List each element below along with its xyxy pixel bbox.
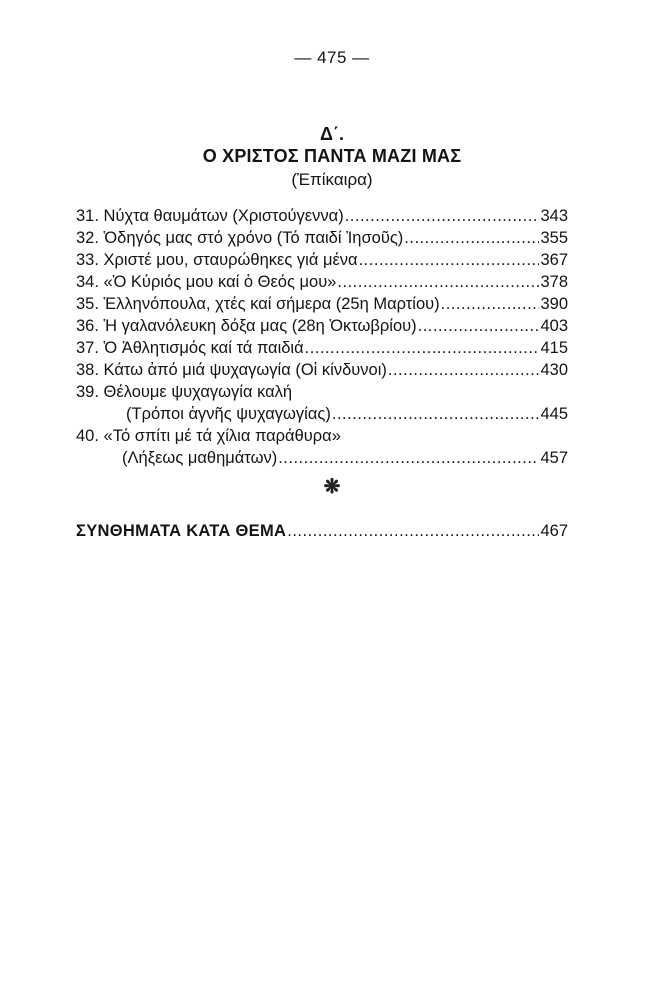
toc-entry-title: Ὁδηγός μας στό χρόνο (Τό παιδί Ἰησοῦς) <box>103 229 404 247</box>
dot-leader <box>305 337 540 359</box>
toc-entry-page: 430 <box>540 361 568 379</box>
toc-entry-title: Νύχτα θαυμάτων (Χριστούγεννα) <box>103 207 344 225</box>
dot-leader <box>337 271 539 293</box>
toc-entry-page: 415 <box>540 339 568 357</box>
toc-entry-page: 403 <box>540 317 568 335</box>
section-letter: Δ΄. <box>320 124 344 144</box>
toc-entry-page: 390 <box>540 295 568 313</box>
toc-entry-number: 34. <box>76 273 99 291</box>
toc-entry-31 <box>76 205 568 227</box>
toc-entry-title: Χριστέ μου, σταυρώθηκες γιά μένα <box>103 251 358 269</box>
toc-entry-number: 35. <box>76 295 99 313</box>
toc-entry-38 <box>76 359 568 381</box>
toc-entry-page: 367 <box>540 251 568 269</box>
toc-entry-title: ΣΥΝΘΗΜΑΤΑ ΚΑΤΑ ΘΕΜΑ <box>76 522 287 540</box>
dot-leader <box>287 520 539 542</box>
toc-entry-number: 40. <box>76 427 99 445</box>
toc-entry-subtitle: (Λήξεως μαθημάτων) <box>122 449 278 467</box>
dot-leader <box>388 359 540 381</box>
toc-entry-title: Ἡ γαλανόλευκη δόξα μας (28η Ὀκτωβρίου) <box>103 317 417 335</box>
dot-leader <box>418 315 540 337</box>
toc-entry-number: 32. <box>76 229 99 247</box>
dot-leader <box>441 293 540 315</box>
asterism-divider-icon: ❋ <box>323 476 341 498</box>
toc-entry-number: 38. <box>76 361 99 379</box>
toc-entry-34 <box>76 271 568 293</box>
toc-entry-page: 355 <box>540 229 568 247</box>
toc-entry-page: 467 <box>540 522 568 540</box>
toc-entry-title: «Τό σπίτι μέ τά χίλια παράθυρα» <box>103 427 341 445</box>
toc-entry-39 <box>76 381 568 425</box>
toc-entry-subtitle: (Τρόποι ἁγνῆς ψυχαγωγίας) <box>126 405 331 423</box>
dot-leader <box>404 227 539 249</box>
toc-entry-33 <box>76 249 568 271</box>
toc-entry-32 <box>76 227 568 249</box>
toc-entry-35 <box>76 293 568 315</box>
dot-leader <box>278 447 539 469</box>
toc-entry-page: 457 <box>540 449 568 467</box>
toc-entry-number: 39. <box>76 383 99 401</box>
toc-entry-37 <box>76 337 568 359</box>
toc-entry-number: 36. <box>76 317 99 335</box>
toc-entry-number: 31. <box>76 207 99 225</box>
toc-entry-36 <box>76 315 568 337</box>
toc-entry-title: Ἑλληνόπουλα, χτές καί σήμερα (25η Μαρτίου) <box>103 295 440 313</box>
toc-entry-final <box>76 520 568 542</box>
toc-entry-title: Θέλουμε ψυχαγωγία καλή <box>103 383 293 401</box>
dot-leader <box>332 403 540 425</box>
table-of-contents <box>76 205 568 469</box>
section-subtitle: (Ἐπίκαιρα) <box>291 170 373 189</box>
toc-entry-number: 37. <box>76 339 99 357</box>
toc-entry-page: 343 <box>540 207 568 225</box>
toc-entry-page: 445 <box>540 405 568 423</box>
toc-entry-title: «Ὁ Κύριός μου καί ὁ Θεός μου» <box>103 273 337 291</box>
toc-entry-number: 33. <box>76 251 99 269</box>
toc-entry-40 <box>76 425 568 469</box>
toc-entry-title: Ὁ Ἀθλητισμός καί τά παιδιά <box>103 339 304 357</box>
toc-entry-page: 378 <box>540 273 568 291</box>
dot-leader <box>345 205 540 227</box>
page-number: — 475 — <box>294 48 370 67</box>
dot-leader <box>359 249 540 271</box>
section-title: Ο ΧΡΙΣΤΟΣ ΠΑΝΤΑ ΜΑΖΙ ΜΑΣ <box>202 146 462 166</box>
toc-entry-title: Κάτω ἀπό μιά ψυχαγωγία (Οἱ κίνδυνοι) <box>103 361 387 379</box>
